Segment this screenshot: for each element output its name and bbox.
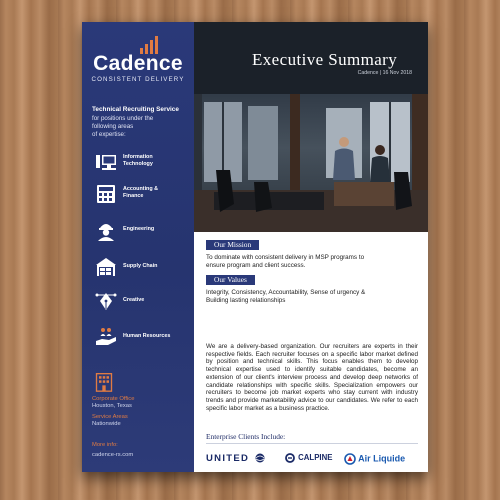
values-text: Integrity, Consistency, Accountability, Sense of urgency &	[206, 289, 366, 296]
globe-icon	[253, 453, 267, 463]
logo-name: Cadence	[93, 52, 183, 75]
services-line: for positions under the	[92, 115, 154, 122]
service-areas-value: Nationwide	[92, 421, 121, 427]
office-photo	[194, 22, 428, 232]
warehouse-icon	[94, 255, 118, 279]
expertise-item-accounting	[94, 182, 190, 208]
airliquide-logo-text: Air Liquide	[358, 453, 406, 464]
expertise-label: Technology	[123, 161, 153, 167]
services-title: Technical Recruiting Service	[92, 106, 179, 113]
values-heading: Our Values	[206, 275, 255, 285]
united-logo-text: UNITED	[206, 453, 250, 464]
united-logo	[206, 453, 267, 464]
pen-nib-icon	[94, 289, 118, 313]
expertise-label: Accounting &	[123, 186, 159, 192]
airliquide-mark-icon	[344, 453, 356, 465]
mission-text: To dominate with consistent delivery in MSP programs to	[206, 254, 365, 261]
calpine-logo	[284, 453, 332, 463]
calculator-icon	[94, 182, 118, 206]
page-title: Executive Summary	[252, 50, 398, 69]
building-icon	[94, 372, 114, 392]
calpine-logo-text: CALPINE	[298, 453, 333, 463]
calpine-mark-icon	[284, 453, 296, 463]
expertise-item-hr	[94, 325, 190, 351]
expertise-item-supply-chain	[94, 255, 190, 281]
expertise-item-engineering	[94, 218, 190, 244]
hand-people-icon	[94, 325, 118, 349]
airliquide-logo	[344, 453, 405, 465]
document-page	[82, 22, 428, 472]
divider	[206, 443, 418, 444]
body-paragraph: We are a delivery-based organization. Our recruiters are experts in their respective fields. Each recruiter focuses on a specific labor market defined by position and technical skills. This focus enables them to develop technical expertise used to identify suitable candidates, become an extension of our client's interview process and develop deep networks of candidate relationships with specific skills. Specialization empowers our recruiters to become job market experts who stay current with industry trends and provide marketability advice to our candidates. We refer to each specific labor market as a business practice.	[206, 343, 418, 412]
more-info-label: More info:	[92, 442, 118, 448]
service-areas-label: Service Areas	[92, 414, 128, 420]
mission-text: ensure program and client success.	[206, 262, 306, 269]
sidebar	[82, 22, 194, 472]
website-link[interactable]: cadence-rs.com	[92, 452, 134, 458]
services-line: of expertise:	[92, 131, 126, 138]
expertise-item-creative	[94, 289, 190, 315]
engineer-icon	[94, 218, 118, 242]
expertise-label: Human Resources	[123, 333, 171, 339]
main-content	[194, 232, 428, 472]
expertise-label: Information	[123, 154, 153, 160]
values-text: Building lasting relationships	[206, 297, 286, 304]
logo-tagline: CONSISTENT DELIVERY	[91, 76, 185, 83]
expertise-label: Creative	[123, 297, 145, 303]
corporate-office-label: Corporate Office	[92, 396, 135, 402]
expertise-item-it	[94, 150, 190, 176]
services-line: following areas	[92, 123, 134, 130]
computer-icon	[94, 150, 118, 174]
corporate-office-location: Houston, Texas	[92, 403, 132, 409]
page-subtitle: Cadence | 16 Nov 2018	[357, 70, 412, 76]
expertise-label: Supply Chain	[123, 263, 158, 269]
mission-heading: Our Mission	[206, 240, 259, 250]
expertise-label: Finance	[123, 193, 144, 199]
expertise-label: Engineering	[123, 226, 155, 232]
clients-heading: Enterprise Clients Include:	[206, 432, 286, 441]
